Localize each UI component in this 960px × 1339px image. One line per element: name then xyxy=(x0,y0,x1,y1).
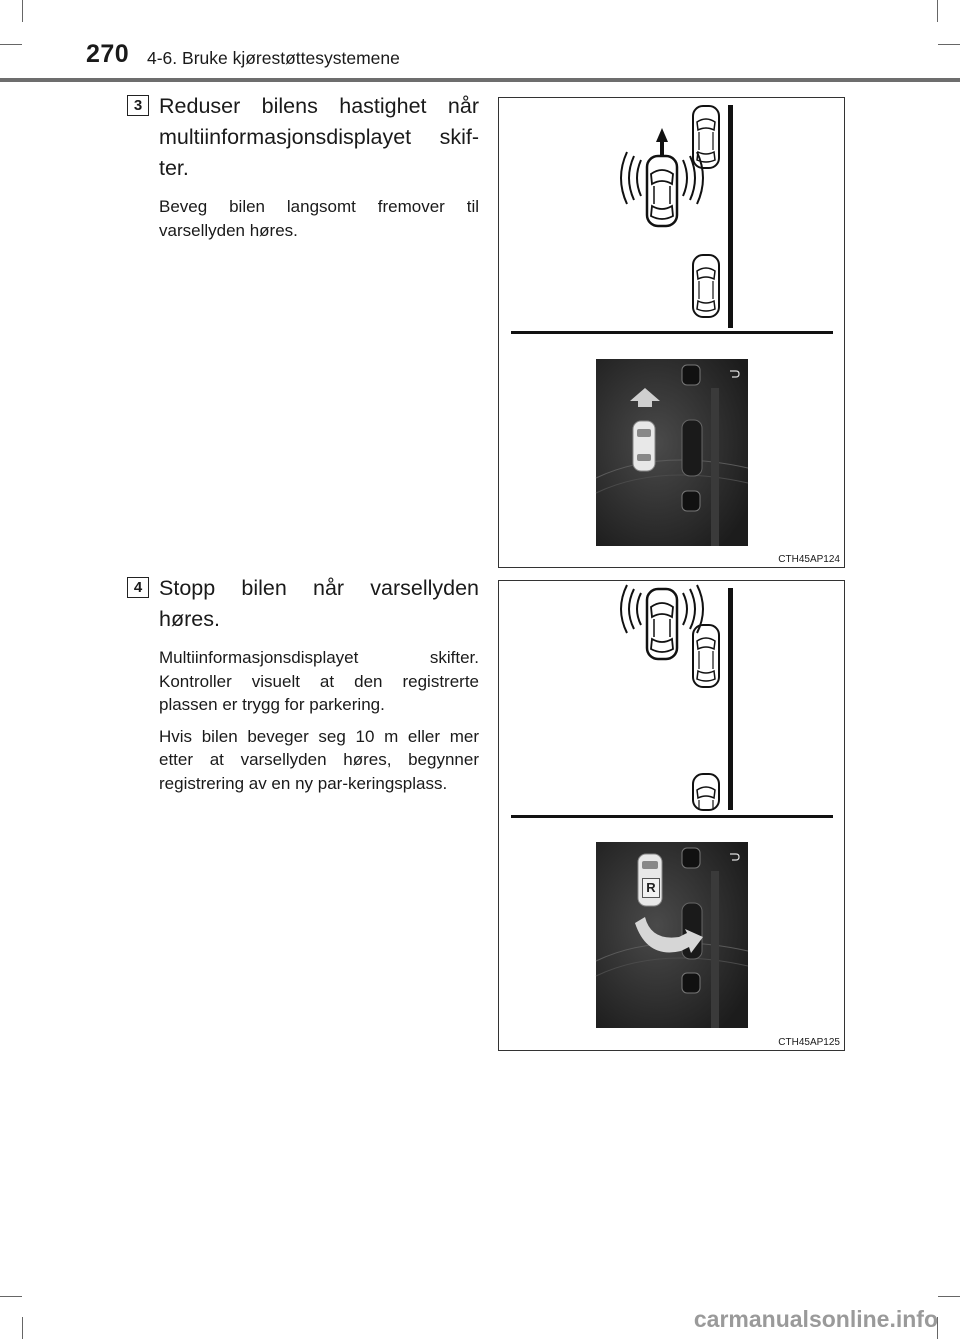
step-title-line: Reduser bilens hastighet når xyxy=(159,94,479,118)
forward-arrow-icon xyxy=(656,128,668,156)
figure-step-3 xyxy=(498,97,845,568)
step-title-line: høres. xyxy=(159,607,220,631)
own-car xyxy=(647,589,677,659)
crop-mark xyxy=(938,44,960,45)
step-text xyxy=(159,91,479,242)
display-gear-label: R xyxy=(642,878,660,898)
watermark: carmanualsonline.info xyxy=(693,1306,938,1332)
step-description: Beveg bilen langsomt fremover til varsellyden høres. xyxy=(159,197,479,240)
step-title-line: multiinformasjonsdisplayet skif- xyxy=(159,125,479,149)
curb-line xyxy=(728,105,733,328)
step-badge: 3 xyxy=(127,95,149,116)
page-number: 270 xyxy=(86,40,130,68)
parking-illustration xyxy=(499,98,846,569)
section-title: 4-6. Bruke kjørestøttesystemene xyxy=(147,48,400,68)
parked-car xyxy=(693,625,719,687)
step-title-line: ter. xyxy=(159,156,189,180)
parking-illustration xyxy=(499,581,846,1052)
step-title-line: Stopp bilen når varsellyden xyxy=(159,576,479,600)
multi-info-display xyxy=(596,842,748,1028)
figure-divider xyxy=(511,815,833,818)
step-description: Multiinformasjonsdisplayet skifter. Kontroller visuelt at den registrerte plassen er trygg for parkering. xyxy=(159,648,479,714)
parked-car xyxy=(693,106,719,168)
crop-mark xyxy=(937,0,938,22)
figure-divider xyxy=(511,331,833,334)
crop-mark xyxy=(0,44,22,45)
parked-car xyxy=(693,255,719,317)
figure-code: CTH45AP125 xyxy=(778,1037,840,1048)
crop-mark xyxy=(938,1296,960,1297)
step-title xyxy=(159,91,479,184)
figure-step-4 xyxy=(498,580,845,1051)
crop-mark xyxy=(22,0,23,22)
crop-mark xyxy=(0,1296,22,1297)
own-car xyxy=(647,156,677,226)
step-description: Hvis bilen beveger seg 10 m eller mer etter at varsellyden høres, begynner registrering av en ny par-keringsplass. xyxy=(159,726,479,793)
step-title xyxy=(159,573,479,635)
multi-info-display xyxy=(596,359,748,546)
step-badge: 4 xyxy=(127,577,149,598)
figure-code: CTH45AP124 xyxy=(778,554,840,565)
crop-mark xyxy=(22,1317,23,1339)
step-text xyxy=(159,573,479,795)
parked-car xyxy=(693,774,719,810)
curb-line xyxy=(728,588,733,810)
header-rule xyxy=(0,78,960,82)
